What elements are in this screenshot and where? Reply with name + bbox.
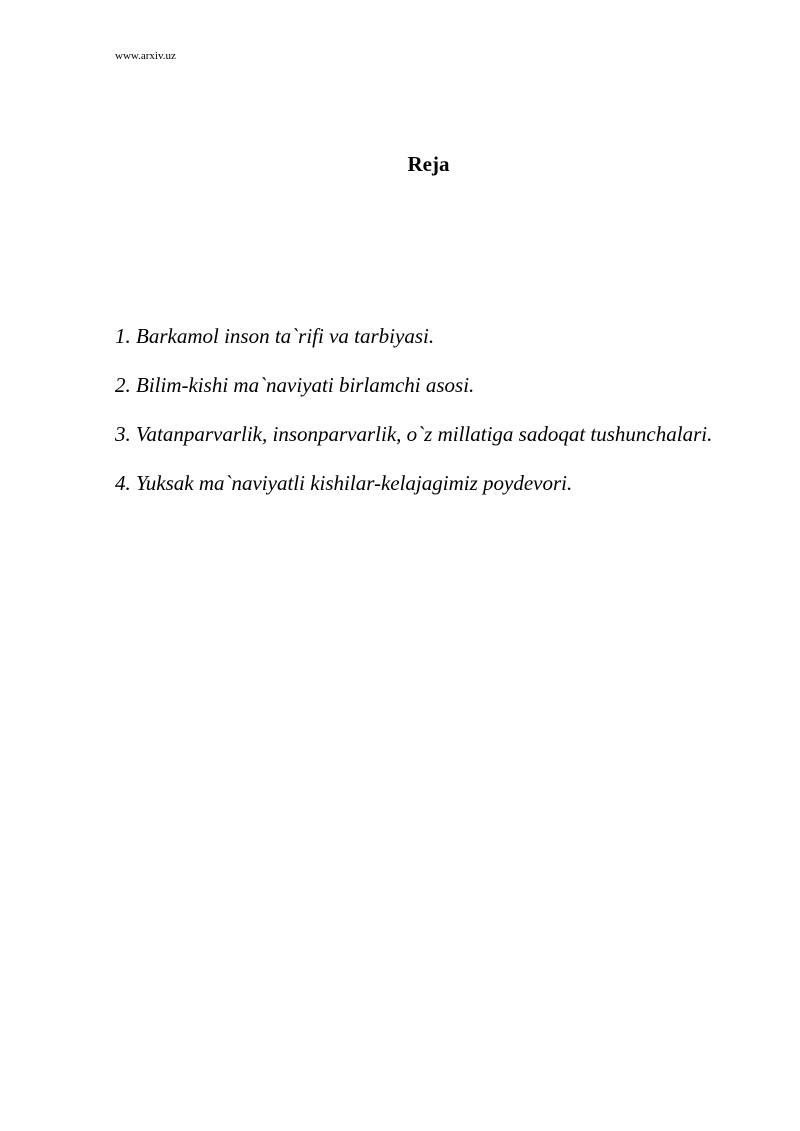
plan-item: 3. Vatanparvarlik, insonparvarlik, o`z millatiga sadoqat tushunchalari. xyxy=(115,422,713,446)
plan-item: 1. Barkamol inson ta`rifi va tarbiyasi. xyxy=(115,324,435,348)
header-url: www.arxiv.uz xyxy=(115,50,176,62)
plan-item: 2. Bilim-kishi ma`naviyati birlamchi asosi. xyxy=(115,373,475,397)
plan-list xyxy=(115,323,785,519)
plan-item: 4. Yuksak ma`naviyatli kishilar-kelajagimiz poydevori. xyxy=(115,471,573,495)
page-title: Reja xyxy=(407,152,450,176)
